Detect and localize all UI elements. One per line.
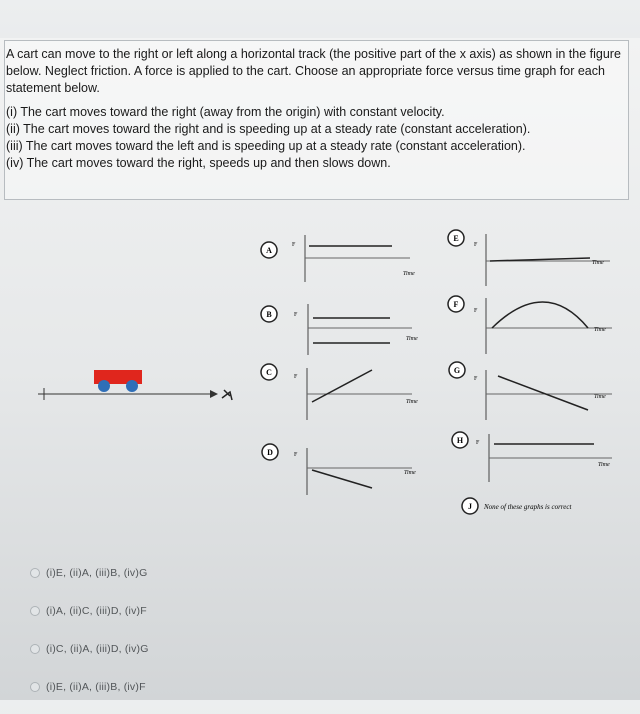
radio-button[interactable] <box>30 606 40 616</box>
answer-option-label: (i)A, (ii)C, (iii)D, (iv)F <box>46 605 147 617</box>
graph-A-f-label: F <box>292 242 296 248</box>
graph-A-letter: A <box>266 246 272 255</box>
answer-option-label: (i)C, (ii)A, (iii)D, (iv)G <box>46 643 149 655</box>
graph-H <box>452 432 612 482</box>
figure <box>0 220 640 520</box>
graph-D <box>262 444 416 495</box>
cart-wheel-left <box>98 380 110 392</box>
figure-svg <box>0 220 640 520</box>
statement-iii: (iii) The cart moves toward the left and is speeding up at a steady rate (constant acceleration). <box>6 139 526 153</box>
graph-B-f-label: F <box>294 312 298 318</box>
graph-E-letter: E <box>453 234 459 243</box>
graph-H-f-label: F <box>476 440 480 446</box>
graph-A-time-label: Time <box>403 271 415 277</box>
question-intro <box>6 46 624 97</box>
track-arrow-icon <box>210 390 218 398</box>
graph-J-letter: J <box>468 502 472 511</box>
answer-option-label: (i)E, (ii)A, (iii)B, (iv)F <box>46 681 146 693</box>
graph-E-time-label: Time <box>592 260 604 266</box>
graph-G-letter: G <box>453 366 461 375</box>
answer-option-1[interactable] <box>30 562 149 584</box>
graph-C-curve <box>312 370 372 402</box>
graph-J <box>462 498 572 514</box>
answer-options <box>30 562 149 714</box>
radio-button[interactable] <box>30 644 40 654</box>
answer-option-3[interactable] <box>30 638 149 660</box>
statement-iv: (iv) The cart moves toward the right, speeds up and then slows down. <box>6 156 391 170</box>
graph-B-time-label: Time <box>406 336 418 342</box>
mouse-cursor-icon <box>222 390 232 400</box>
statement-ii: (ii) The cart moves toward the right and is speeding up at a steady rate (constant acceleration). <box>6 122 531 136</box>
graph-G-time-label: Time <box>594 394 606 400</box>
graph-B <box>261 304 418 355</box>
graph-F-f-label: F <box>474 308 478 314</box>
graph-D-curve <box>312 470 372 488</box>
graph-G <box>449 362 612 420</box>
graph-C-letter: C <box>266 368 272 377</box>
graph-E-f-label: F <box>474 242 478 248</box>
none-correct-text: None of these graphs is correct <box>484 503 572 511</box>
answer-option-2[interactable] <box>30 600 149 622</box>
cart-wheel-right <box>126 380 138 392</box>
answer-option-4[interactable] <box>30 676 149 698</box>
answer-option-label: (i)E, (ii)A, (iii)B, (iv)G <box>46 567 148 579</box>
graph-G-curve <box>498 376 588 410</box>
statement-list <box>6 104 624 172</box>
graph-C-time-label: Time <box>406 399 418 405</box>
graph-F-time-label: Time <box>594 327 606 333</box>
statement-i: (i) The cart moves toward the right (away from the origin) with constant velocity. <box>6 105 445 119</box>
radio-button[interactable] <box>30 568 40 578</box>
graph-F-curve <box>492 302 588 328</box>
graph-D-letter: D <box>267 448 273 457</box>
graph-E <box>448 230 610 286</box>
cart-track-diagram <box>38 370 232 400</box>
graph-H-time-label: Time <box>598 462 610 468</box>
graph-F <box>448 296 612 354</box>
graph-C <box>261 364 418 420</box>
graph-B-letter: B <box>266 310 272 319</box>
graph-F-letter: F <box>453 300 459 309</box>
graph-C-f-label: F <box>294 374 298 380</box>
radio-button[interactable] <box>30 682 40 692</box>
graph-D-time-label: Time <box>404 470 416 476</box>
graph-D-f-label: F <box>294 452 298 458</box>
graph-H-letter: H <box>456 436 464 445</box>
graph-A <box>261 235 415 282</box>
graph-G-f-label: F <box>474 376 478 382</box>
question-intro-text: A cart can move to the right or left along a horizontal track (the positive part of the x axis) as shown in the figure below. Neglect friction. A force is applied to the cart. Choose an appropriate force versus time graph for each statement below. <box>6 47 621 95</box>
